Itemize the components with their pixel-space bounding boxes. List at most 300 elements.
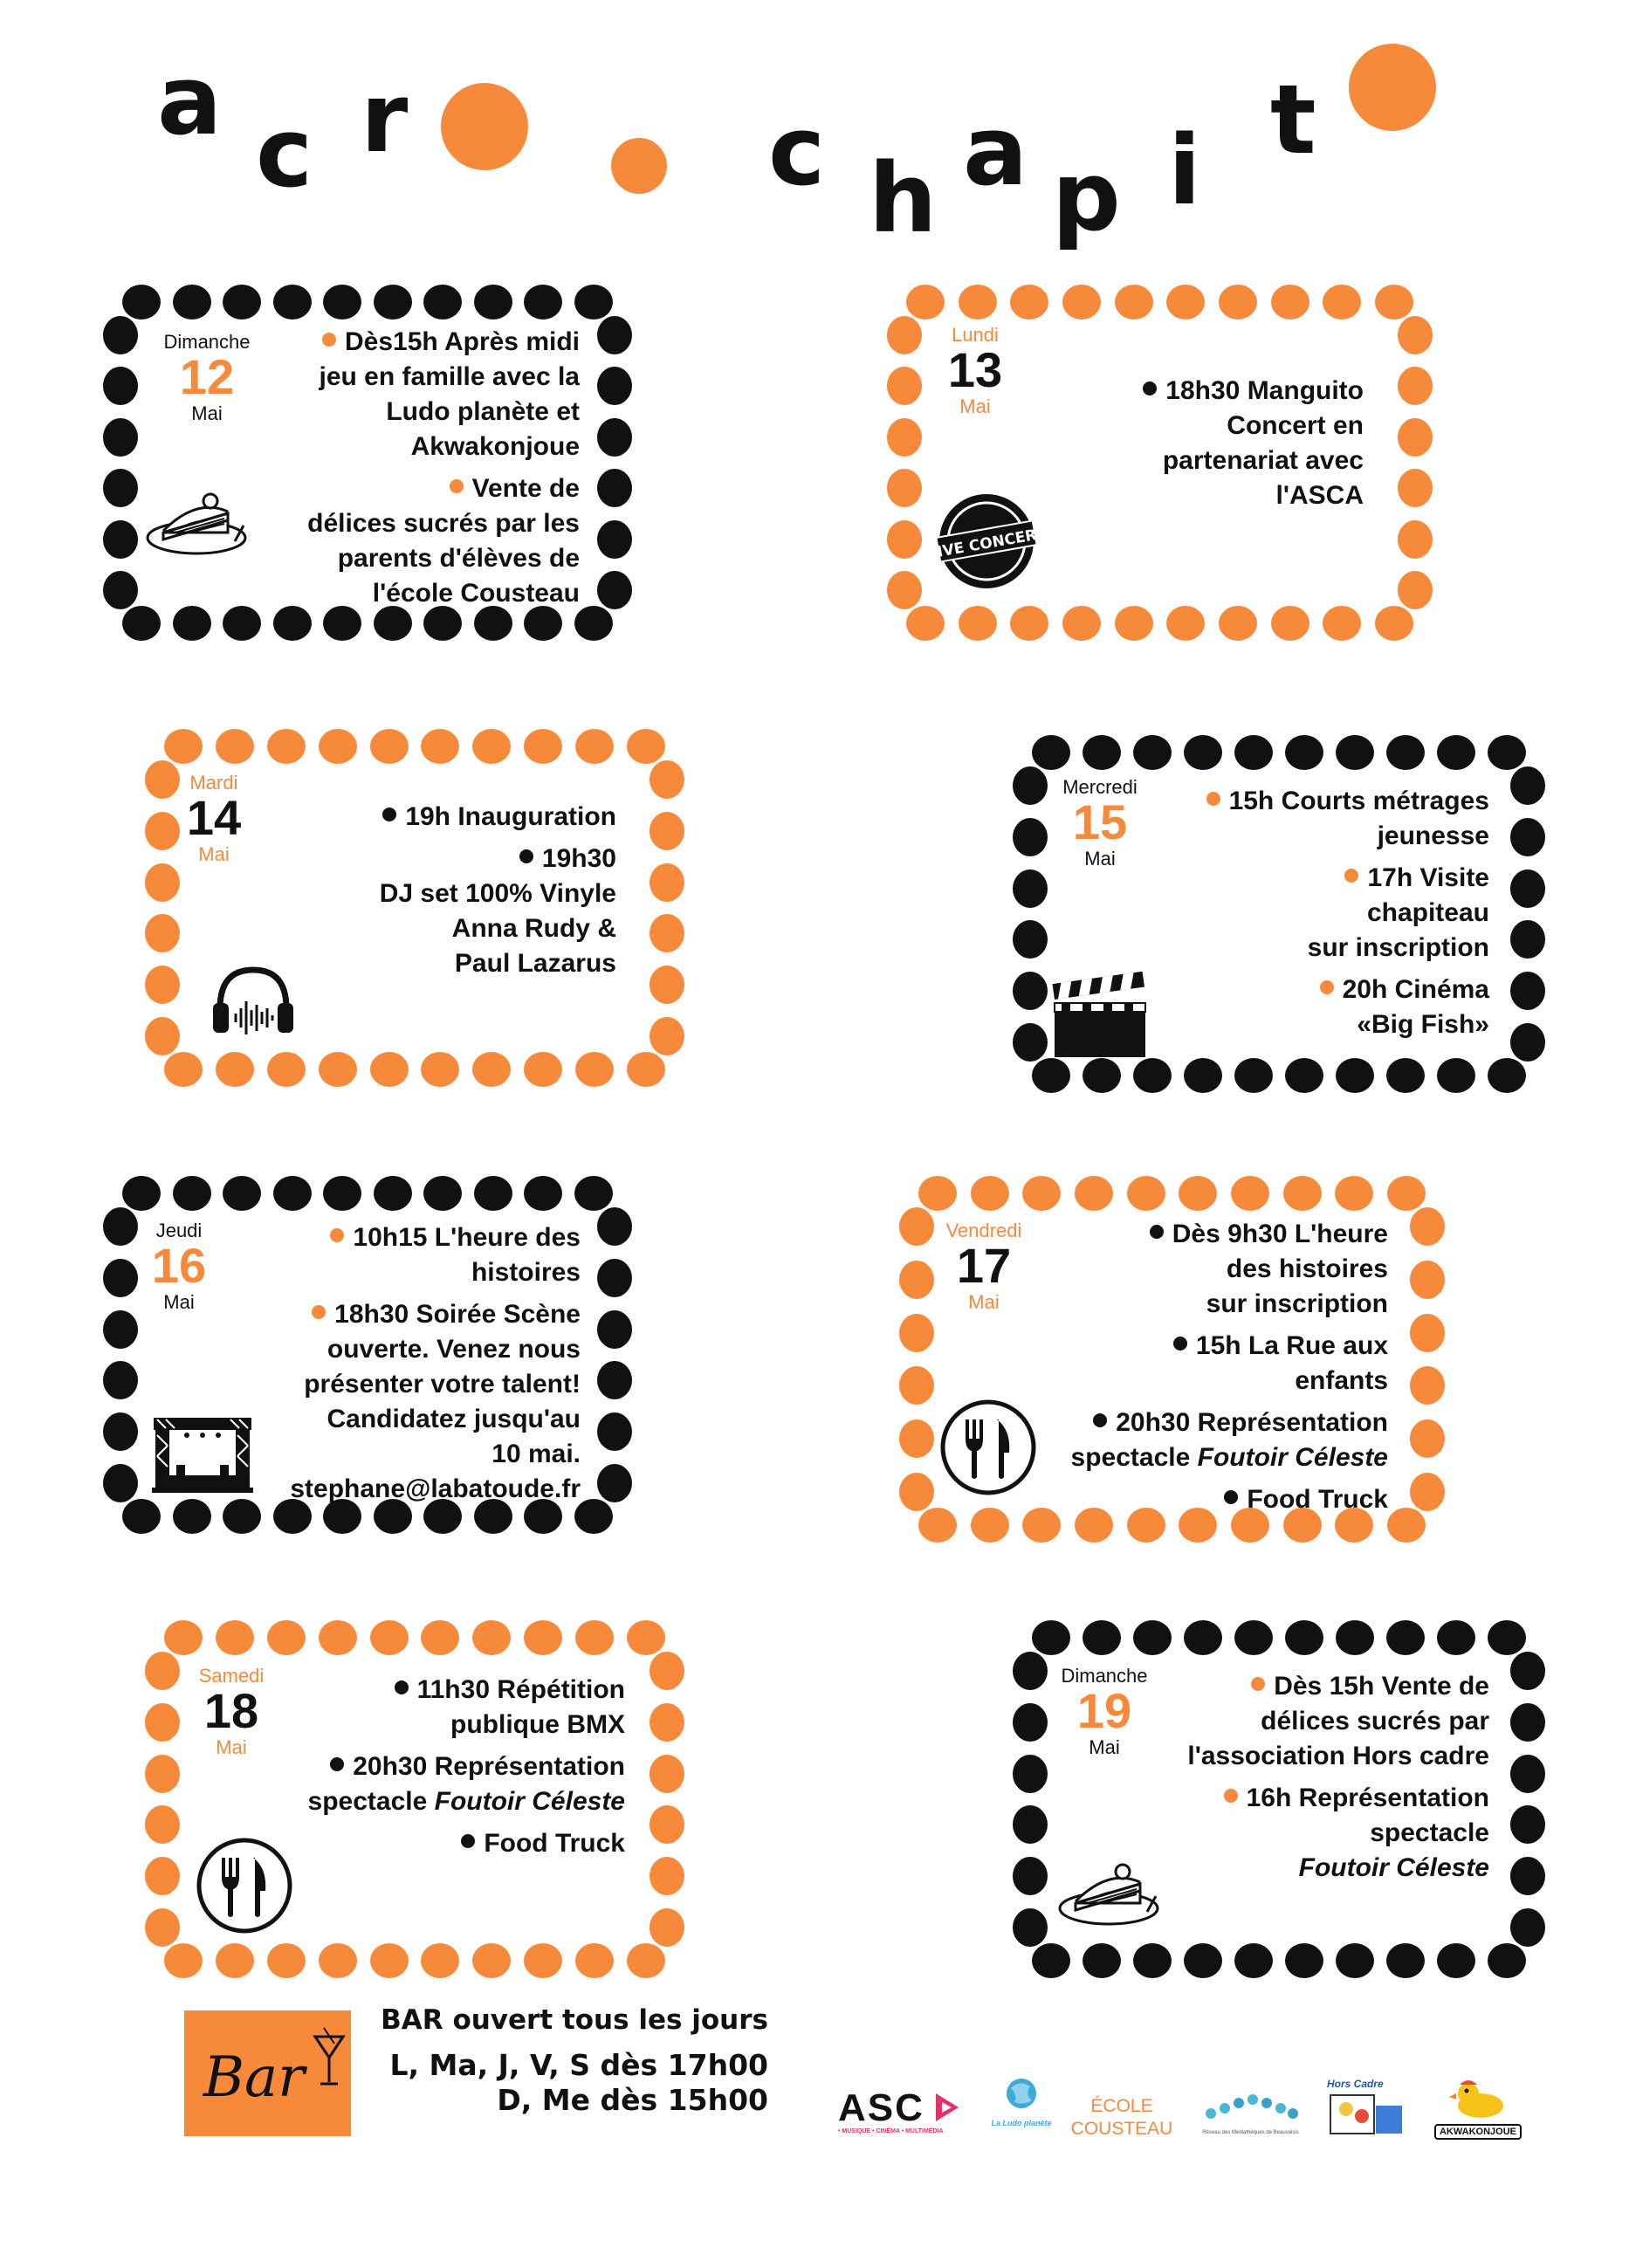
border-dot bbox=[524, 285, 562, 320]
event-line bbox=[161, 395, 580, 430]
border-dot bbox=[1083, 735, 1121, 770]
event-line bbox=[135, 1220, 581, 1255]
bullet-dot bbox=[1344, 869, 1358, 883]
border-dot bbox=[627, 1943, 665, 1978]
border-dot bbox=[103, 1464, 138, 1502]
event-item bbox=[250, 842, 616, 981]
border-dot bbox=[472, 1620, 511, 1655]
border-dot bbox=[597, 571, 632, 609]
border-dot bbox=[1184, 1620, 1222, 1655]
title-letter: t bbox=[1270, 64, 1316, 175]
border-dot bbox=[1437, 1943, 1475, 1978]
event-text: jeu en famille avec la bbox=[319, 362, 580, 391]
border-dot bbox=[650, 1652, 684, 1690]
border-dot bbox=[374, 285, 412, 320]
border-dot bbox=[650, 1755, 684, 1793]
border-dot bbox=[574, 606, 613, 641]
event-item bbox=[969, 1217, 1388, 1322]
border-dot bbox=[1510, 818, 1545, 856]
event-line bbox=[206, 1708, 625, 1742]
event-line bbox=[135, 1437, 581, 1472]
event-line bbox=[1014, 409, 1364, 443]
border-dot bbox=[216, 729, 254, 764]
border-dot bbox=[1013, 1857, 1048, 1895]
border-dot bbox=[145, 966, 180, 1004]
partner-akwakonjoue-name: AKWAKONJOUE bbox=[1434, 2124, 1522, 2140]
border-dot bbox=[524, 1176, 562, 1211]
event-line bbox=[135, 1472, 581, 1507]
border-dot bbox=[1488, 735, 1526, 770]
bullet-dot bbox=[322, 333, 336, 347]
bar-hours-weekdays: L, Ma, J, V, S dès 17h00 bbox=[389, 2048, 768, 2082]
event-item bbox=[1079, 1781, 1489, 1886]
border-dot bbox=[1437, 1058, 1475, 1093]
title-letter: h bbox=[869, 142, 938, 254]
event-text: 10h15 L'heure des bbox=[353, 1223, 581, 1252]
event-text: Dès 15h Vente de bbox=[1274, 1672, 1489, 1701]
bullet-dot bbox=[1224, 1490, 1238, 1504]
event-line bbox=[1079, 1781, 1489, 1816]
title-letter: p bbox=[1052, 141, 1121, 252]
event-text: 10 mai. bbox=[491, 1440, 581, 1468]
event-text: des histoires bbox=[1226, 1254, 1388, 1283]
border-dot bbox=[1323, 285, 1361, 320]
border-dot bbox=[267, 1620, 306, 1655]
event-text: 18h30 Manguito bbox=[1165, 376, 1364, 405]
bullet-dot bbox=[382, 808, 396, 821]
event-text: Food Truck bbox=[484, 1829, 625, 1858]
border-dot bbox=[650, 812, 684, 850]
border-dot bbox=[472, 1052, 511, 1087]
event-item bbox=[969, 1405, 1388, 1475]
border-dot bbox=[524, 1943, 562, 1978]
border-dot bbox=[1022, 1176, 1061, 1211]
event-item bbox=[1131, 972, 1489, 1042]
event-line bbox=[969, 1287, 1388, 1322]
event-line bbox=[1079, 1739, 1489, 1774]
border-dot bbox=[122, 606, 161, 641]
event-text: spectacle bbox=[307, 1787, 435, 1816]
event-line bbox=[250, 800, 616, 835]
border-dot bbox=[122, 285, 161, 320]
border-dot bbox=[1488, 1058, 1526, 1093]
event-text: histoires bbox=[471, 1258, 581, 1287]
border-dot bbox=[1115, 285, 1153, 320]
border-dot bbox=[423, 285, 462, 320]
border-dot bbox=[103, 1310, 138, 1349]
play-icon bbox=[934, 2092, 960, 2123]
event-item bbox=[969, 1329, 1388, 1399]
border-dot bbox=[597, 1412, 632, 1451]
border-dot bbox=[1283, 1176, 1322, 1211]
border-dot bbox=[1398, 571, 1433, 609]
partner-asca-name: ASC bbox=[838, 2086, 924, 2129]
event-text: «Big Fish» bbox=[1357, 1010, 1489, 1039]
border-dot bbox=[323, 606, 361, 641]
event-item bbox=[1014, 374, 1364, 513]
event-item bbox=[206, 1826, 625, 1861]
border-dot bbox=[273, 285, 312, 320]
border-dot bbox=[370, 1620, 409, 1655]
event-item bbox=[969, 1482, 1388, 1517]
event-text: Paul Lazarus bbox=[454, 949, 616, 978]
border-dot bbox=[273, 606, 312, 641]
title-letter: c bbox=[256, 97, 313, 209]
border-dot bbox=[1234, 1620, 1273, 1655]
title-orange-dot bbox=[611, 138, 667, 194]
border-dot bbox=[103, 418, 138, 457]
border-dot bbox=[627, 1052, 665, 1087]
border-dot bbox=[1083, 1943, 1121, 1978]
border-dot bbox=[650, 914, 684, 952]
event-line bbox=[1014, 478, 1364, 513]
border-dot bbox=[1375, 606, 1413, 641]
day-month: Mai bbox=[216, 1735, 247, 1758]
partner-reseau-name: Réseau des Médiathèques de Beauvaisis bbox=[1202, 2130, 1299, 2135]
event-text: 15h Courts métrages bbox=[1228, 787, 1489, 815]
border-dot bbox=[223, 1176, 261, 1211]
border-dot bbox=[597, 367, 632, 405]
event-line bbox=[1079, 1816, 1489, 1851]
title-letter: r bbox=[361, 62, 409, 174]
bullet-dot bbox=[395, 1680, 409, 1694]
border-dot bbox=[421, 729, 459, 764]
border-dot bbox=[650, 760, 684, 799]
partner-ecole-line1: ÉCOLE bbox=[1090, 2096, 1153, 2116]
event-line bbox=[161, 471, 580, 506]
event-line bbox=[1079, 1669, 1489, 1704]
title-letter: i bbox=[1168, 114, 1201, 226]
event-line bbox=[250, 911, 616, 946]
border-dot bbox=[423, 1176, 462, 1211]
event-text: stephane@labatoude.fr bbox=[290, 1474, 581, 1503]
partner-ludo-logo bbox=[991, 2076, 1052, 2146]
border-dot bbox=[1166, 285, 1205, 320]
border-dot bbox=[575, 1620, 614, 1655]
event-list bbox=[1131, 784, 1489, 1042]
event-text: délices sucrés par les bbox=[307, 509, 580, 538]
border-dot bbox=[374, 1176, 412, 1211]
border-dot bbox=[1410, 1314, 1445, 1352]
border-dot bbox=[145, 914, 180, 952]
bullet-dot bbox=[519, 849, 533, 863]
border-dot bbox=[1010, 285, 1048, 320]
border-dot bbox=[627, 1620, 665, 1655]
border-dot bbox=[959, 606, 997, 641]
event-text: Concert en bbox=[1227, 411, 1364, 440]
border-dot bbox=[650, 1857, 684, 1895]
border-dot bbox=[223, 285, 261, 320]
border-dot bbox=[1386, 1943, 1425, 1978]
bullet-dot bbox=[461, 1834, 475, 1848]
event-text: parents d'élèves de bbox=[337, 544, 580, 573]
event-text: spectacle bbox=[1370, 1818, 1489, 1847]
event-item bbox=[1131, 861, 1489, 966]
event-item bbox=[250, 800, 616, 835]
border-dot bbox=[1062, 285, 1101, 320]
event-text: 20h Cinéma bbox=[1342, 975, 1489, 1004]
event-text: spectacle bbox=[1070, 1443, 1198, 1472]
border-dot bbox=[323, 285, 361, 320]
bullet-dot bbox=[1251, 1677, 1265, 1691]
day-name: Dimanche bbox=[163, 331, 251, 353]
border-dot bbox=[1510, 1857, 1545, 1895]
border-dot bbox=[1184, 735, 1222, 770]
border-dot bbox=[1032, 1620, 1070, 1655]
border-dot bbox=[145, 1857, 180, 1895]
border-dot bbox=[1075, 1176, 1113, 1211]
event-text: 20h30 Représentation bbox=[353, 1752, 625, 1781]
border-dot bbox=[370, 729, 409, 764]
border-dot bbox=[597, 418, 632, 457]
border-dot bbox=[1437, 735, 1475, 770]
event-line bbox=[135, 1255, 581, 1290]
border-dot bbox=[1285, 735, 1323, 770]
globe-icon bbox=[1004, 2076, 1039, 2114]
border-dot bbox=[474, 285, 512, 320]
bar-title: BAR ouvert tous les jours bbox=[381, 2004, 768, 2036]
border-dot bbox=[319, 1943, 357, 1978]
event-text: jeunesse bbox=[1377, 821, 1489, 850]
event-line bbox=[1131, 1007, 1489, 1042]
bullet-dot bbox=[312, 1305, 326, 1319]
border-dot bbox=[1013, 920, 1048, 959]
border-dot bbox=[1115, 606, 1153, 641]
event-line bbox=[161, 360, 580, 395]
day-name: Lundi bbox=[952, 324, 999, 346]
border-dot bbox=[887, 520, 922, 559]
border-dot bbox=[1013, 818, 1048, 856]
title-letter: c bbox=[768, 95, 826, 207]
event-line bbox=[206, 1749, 625, 1784]
event-item bbox=[206, 1673, 625, 1742]
event-line bbox=[1014, 374, 1364, 409]
border-dot bbox=[597, 1207, 632, 1246]
partner-ecole-line2: COUSTEAU bbox=[1070, 2119, 1173, 2139]
border-dot bbox=[421, 1052, 459, 1087]
border-dot bbox=[103, 1412, 138, 1451]
event-line bbox=[969, 1252, 1388, 1287]
event-text: 11h30 Répétition bbox=[416, 1675, 625, 1704]
border-dot bbox=[971, 1176, 1009, 1211]
border-dot bbox=[1323, 606, 1361, 641]
border-dot bbox=[1398, 316, 1433, 354]
border-dot bbox=[1013, 1908, 1048, 1947]
event-list bbox=[969, 1217, 1388, 1517]
event-line bbox=[161, 430, 580, 464]
event-line bbox=[1131, 784, 1489, 819]
border-dot bbox=[1234, 1943, 1273, 1978]
border-dot bbox=[1133, 1620, 1172, 1655]
event-line bbox=[161, 576, 580, 611]
event-line bbox=[1131, 819, 1489, 854]
event-item bbox=[206, 1749, 625, 1819]
border-dot bbox=[1387, 1508, 1426, 1543]
border-dot bbox=[267, 1052, 306, 1087]
border-dot bbox=[323, 1176, 361, 1211]
event-text: partenariat avec bbox=[1162, 446, 1364, 475]
event-line bbox=[206, 1673, 625, 1708]
border-dot bbox=[1510, 972, 1545, 1010]
bar-hours-other: D, Me dès 15h00 bbox=[497, 2083, 768, 2117]
border-dot bbox=[1488, 1620, 1526, 1655]
event-line bbox=[135, 1297, 581, 1332]
children-drawing-icon bbox=[1327, 2090, 1406, 2139]
show-title: Foutoir Céleste bbox=[434, 1787, 625, 1816]
border-dot bbox=[597, 469, 632, 507]
border-dot bbox=[370, 1052, 409, 1087]
bar-logo-text: Bar bbox=[203, 2045, 305, 2110]
border-dot bbox=[1013, 972, 1048, 1010]
partner-hors-cadre-name: Hors Cadre bbox=[1327, 2078, 1384, 2090]
border-dot bbox=[1127, 1176, 1165, 1211]
border-dot bbox=[1398, 367, 1433, 405]
partner-hors-cadre-logo bbox=[1327, 2078, 1406, 2146]
border-dot bbox=[216, 1052, 254, 1087]
border-dot bbox=[1398, 520, 1433, 559]
event-line bbox=[1014, 443, 1364, 478]
border-dot bbox=[267, 729, 306, 764]
border-dot bbox=[1410, 1366, 1445, 1405]
event-text: l'ASCA bbox=[1275, 481, 1364, 510]
event-line bbox=[161, 541, 580, 576]
title-orange-dot bbox=[441, 83, 528, 170]
border-dot bbox=[1510, 1755, 1545, 1793]
network-dots-icon bbox=[1202, 2091, 1300, 2126]
event-text: 18h30 Soirée Scène bbox=[334, 1300, 581, 1329]
border-dot bbox=[1179, 1176, 1217, 1211]
border-dot bbox=[273, 1176, 312, 1211]
border-dot bbox=[597, 316, 632, 354]
day-number: 13 bbox=[947, 342, 1003, 398]
border-dot bbox=[597, 520, 632, 559]
border-dot bbox=[1398, 469, 1433, 507]
event-item bbox=[1079, 1669, 1489, 1774]
event-line bbox=[250, 876, 616, 911]
border-dot bbox=[1184, 1058, 1222, 1093]
border-dot bbox=[1271, 606, 1309, 641]
border-dot bbox=[1510, 1652, 1545, 1690]
event-item bbox=[1131, 784, 1489, 854]
border-dot bbox=[575, 729, 614, 764]
event-text: Ludo planète et bbox=[386, 397, 580, 426]
border-dot bbox=[1133, 1943, 1172, 1978]
border-dot bbox=[1013, 1023, 1048, 1062]
border-dot bbox=[650, 1908, 684, 1947]
border-dot bbox=[145, 863, 180, 902]
border-dot bbox=[421, 1943, 459, 1978]
border-dot bbox=[1013, 1703, 1048, 1742]
event-text: 16h Représentation bbox=[1246, 1783, 1489, 1812]
border-dot bbox=[597, 1464, 632, 1502]
border-dot bbox=[650, 1017, 684, 1055]
event-text: l'association Hors cadre bbox=[1187, 1742, 1489, 1770]
event-text: l'école Cousteau bbox=[372, 579, 580, 608]
day-month: Mai bbox=[163, 1290, 195, 1313]
event-item bbox=[161, 325, 580, 464]
border-dot bbox=[145, 1805, 180, 1844]
border-dot bbox=[1083, 1620, 1121, 1655]
event-line bbox=[1131, 931, 1489, 966]
border-dot bbox=[1410, 1261, 1445, 1299]
border-dot bbox=[1234, 735, 1273, 770]
event-text: chapiteau bbox=[1366, 898, 1489, 927]
bullet-dot bbox=[1093, 1413, 1107, 1427]
border-dot bbox=[887, 571, 922, 609]
border-dot bbox=[1013, 1652, 1048, 1690]
event-text: délices sucrés par bbox=[1261, 1707, 1489, 1735]
event-line bbox=[135, 1402, 581, 1437]
event-list bbox=[1014, 374, 1364, 513]
border-dot bbox=[887, 469, 922, 507]
border-dot bbox=[145, 1017, 180, 1055]
border-dot bbox=[1219, 285, 1257, 320]
border-dot bbox=[1410, 1207, 1445, 1246]
border-dot bbox=[524, 729, 562, 764]
bullet-dot bbox=[1224, 1789, 1238, 1803]
event-list bbox=[206, 1673, 625, 1861]
bullet-dot bbox=[330, 1228, 344, 1242]
border-dot bbox=[1166, 606, 1205, 641]
border-dot bbox=[421, 1620, 459, 1655]
event-line bbox=[161, 506, 580, 541]
bar-opening bbox=[358, 2003, 768, 2118]
border-dot bbox=[597, 1310, 632, 1349]
border-dot bbox=[524, 606, 562, 641]
partner-ludo-name: La Ludo planète bbox=[991, 2119, 1052, 2127]
show-title: Foutoir Céleste bbox=[1197, 1443, 1388, 1472]
border-dot bbox=[650, 1805, 684, 1844]
border-dot bbox=[1336, 1058, 1374, 1093]
border-dot bbox=[474, 1176, 512, 1211]
duck-icon bbox=[1447, 2076, 1509, 2120]
day-month: Mai bbox=[959, 395, 991, 417]
border-dot bbox=[1410, 1419, 1445, 1458]
day-number: 16 bbox=[151, 1238, 207, 1294]
event-text: publique BMX bbox=[450, 1710, 625, 1739]
border-dot bbox=[1398, 418, 1433, 457]
event-line bbox=[969, 1364, 1388, 1399]
border-dot bbox=[650, 966, 684, 1004]
event-list bbox=[161, 325, 580, 611]
event-list bbox=[250, 800, 616, 981]
bullet-dot bbox=[1143, 381, 1157, 395]
border-dot bbox=[173, 285, 211, 320]
border-dot bbox=[899, 1419, 934, 1458]
border-dot bbox=[216, 1943, 254, 1978]
event-line bbox=[969, 1482, 1388, 1517]
border-dot bbox=[319, 729, 357, 764]
border-dot bbox=[103, 520, 138, 559]
day-number: 15 bbox=[1072, 794, 1128, 850]
day-name: Dimanche bbox=[1061, 1665, 1148, 1687]
border-dot bbox=[164, 1620, 203, 1655]
border-dot bbox=[899, 1473, 934, 1511]
event-text: 20h30 Représentation bbox=[1116, 1408, 1388, 1437]
border-dot bbox=[1234, 1058, 1273, 1093]
partner-asca-tagline: • MUSIQUE • CINÉMA • MULTIMÉDIA bbox=[838, 2128, 944, 2134]
border-dot bbox=[319, 1052, 357, 1087]
day-month: Mai bbox=[191, 402, 223, 424]
bullet-dot bbox=[1206, 792, 1220, 806]
event-line bbox=[250, 842, 616, 876]
event-line bbox=[969, 1217, 1388, 1252]
day-number: 19 bbox=[1076, 1683, 1132, 1739]
border-dot bbox=[474, 606, 512, 641]
border-dot bbox=[1510, 1908, 1545, 1947]
border-dot bbox=[887, 367, 922, 405]
border-dot bbox=[1510, 920, 1545, 959]
